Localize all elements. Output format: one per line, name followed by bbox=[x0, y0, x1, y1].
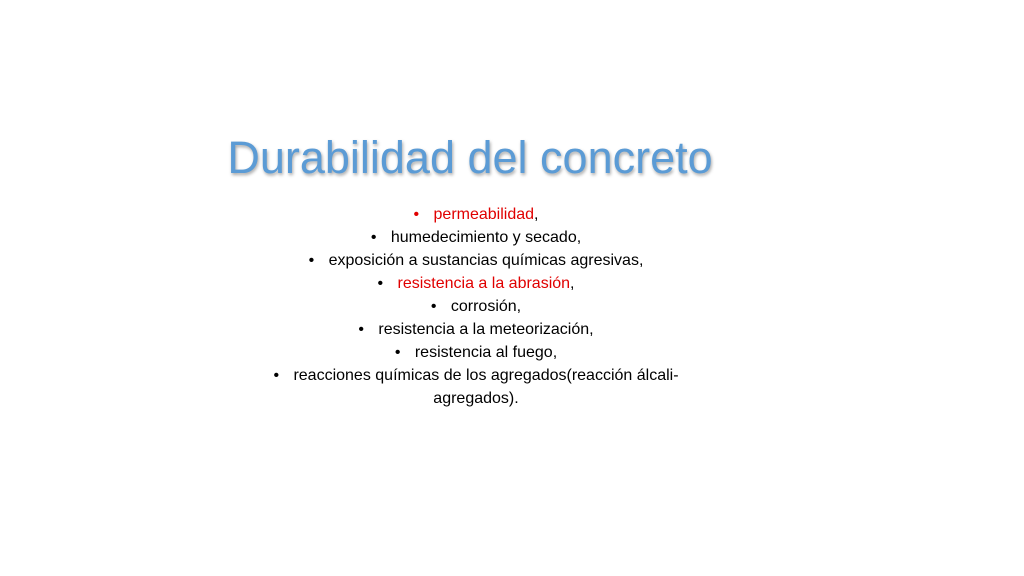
list-item bbox=[238, 203, 714, 226]
bullet-icon: • bbox=[413, 206, 420, 223]
list-item-text: permeabilidad bbox=[433, 206, 535, 223]
list-item bbox=[238, 226, 714, 249]
bullet-icon: • bbox=[430, 298, 437, 315]
list-item bbox=[238, 364, 714, 387]
list-item-suffix: , bbox=[534, 206, 539, 223]
bullet-icon: • bbox=[394, 344, 401, 361]
bullet-icon: • bbox=[370, 229, 377, 246]
list-item-text: humedecimiento y secado, bbox=[390, 229, 582, 246]
bullet-icon: • bbox=[377, 275, 384, 292]
list-item-continuation-text: agregados). bbox=[433, 390, 519, 407]
list-item-continuation bbox=[238, 387, 714, 410]
list-item bbox=[238, 341, 714, 364]
list-item bbox=[238, 249, 714, 272]
list-item bbox=[238, 295, 714, 318]
list-item bbox=[238, 318, 714, 341]
slide-title: Durabilidad del concreto bbox=[227, 132, 713, 183]
list-item-text: reacciones químicas de los agregados(reacción álcali- bbox=[293, 367, 679, 384]
list-item bbox=[238, 272, 714, 295]
list-item-text: resistencia a la abrasión bbox=[397, 275, 571, 292]
list-item-text: resistencia a la meteorización, bbox=[378, 321, 594, 338]
bullet-list bbox=[238, 203, 714, 410]
list-item-text: corrosión, bbox=[450, 298, 522, 315]
bullet-icon: • bbox=[273, 367, 280, 384]
bullet-icon: • bbox=[308, 252, 315, 269]
list-item-text: exposición a sustancias químicas agresivas, bbox=[328, 252, 644, 269]
list-item-suffix: , bbox=[570, 275, 575, 292]
bullet-icon: • bbox=[358, 321, 364, 338]
list-item-text: resistencia al fuego, bbox=[414, 344, 558, 361]
